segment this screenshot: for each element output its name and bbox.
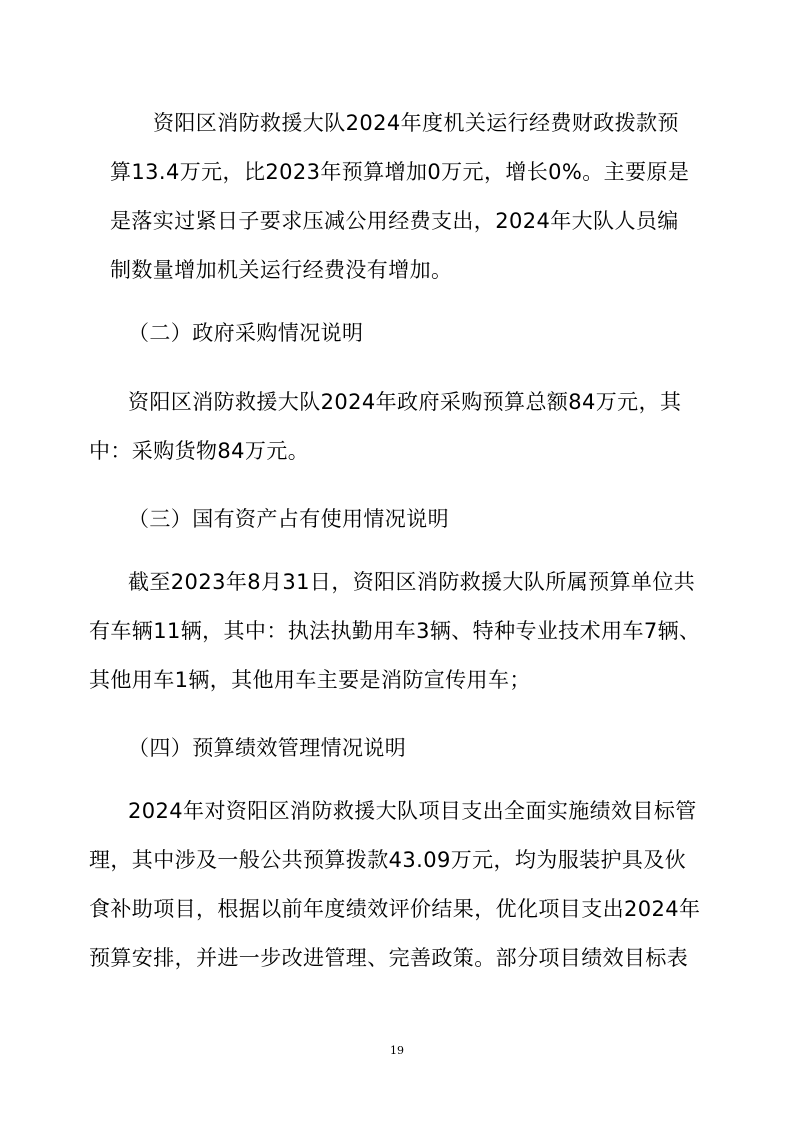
paragraph-line: 2024年对资阳区消防救援大队项目支出全面实施绩效目标管 xyxy=(128,799,697,823)
paragraph-line: 是落实过紧日子要求压减公用经费支出，2024年大队人员编 xyxy=(110,209,679,233)
paragraph-line: 资阳区消防救援大队2024年政府采购预算总额84万元，其 xyxy=(128,390,682,414)
paragraph-line: 有车辆11辆，其中：执法执勤用车3辆、特种专业技术用车7辆、 xyxy=(89,619,701,643)
paragraph-line: 算13.4万元，比2023年预算增加0万元，增长0%。主要原是 xyxy=(110,160,690,184)
section-heading-performance-management: （四）预算绩效管理情况说明 xyxy=(128,736,407,760)
paragraph-line: 资阳区消防救援大队2024年度机关运行经费财政拨款预 xyxy=(153,111,679,135)
paragraph-line: 预算安排，并进一步改进管理、完善政策。部分项目绩效目标表 xyxy=(89,946,689,970)
page-number: 19 xyxy=(390,1044,404,1057)
paragraph-line: 中：采购货物84万元。 xyxy=(89,439,310,463)
paragraph-line: 食补助项目，根据以前年度绩效评价结果，优化项目支出2024年 xyxy=(89,897,701,921)
paragraph-line: 截至2023年8月31日，资阳区消防救援大队所属预算单位共 xyxy=(128,570,696,594)
paragraph-line: 其他用车1辆，其他用车主要是消防宣传用车； xyxy=(89,668,531,692)
paragraph-line: 制数量增加机关运行经费没有增加。 xyxy=(110,258,453,282)
section-heading-government-procurement: （二）政府采购情况说明 xyxy=(128,321,364,345)
section-heading-state-assets: （三）国有资产占有使用情况说明 xyxy=(128,507,449,531)
paragraph-line: 理，其中涉及一般公共预算拨款43.09万元，均为服装护具及伙 xyxy=(89,848,687,872)
